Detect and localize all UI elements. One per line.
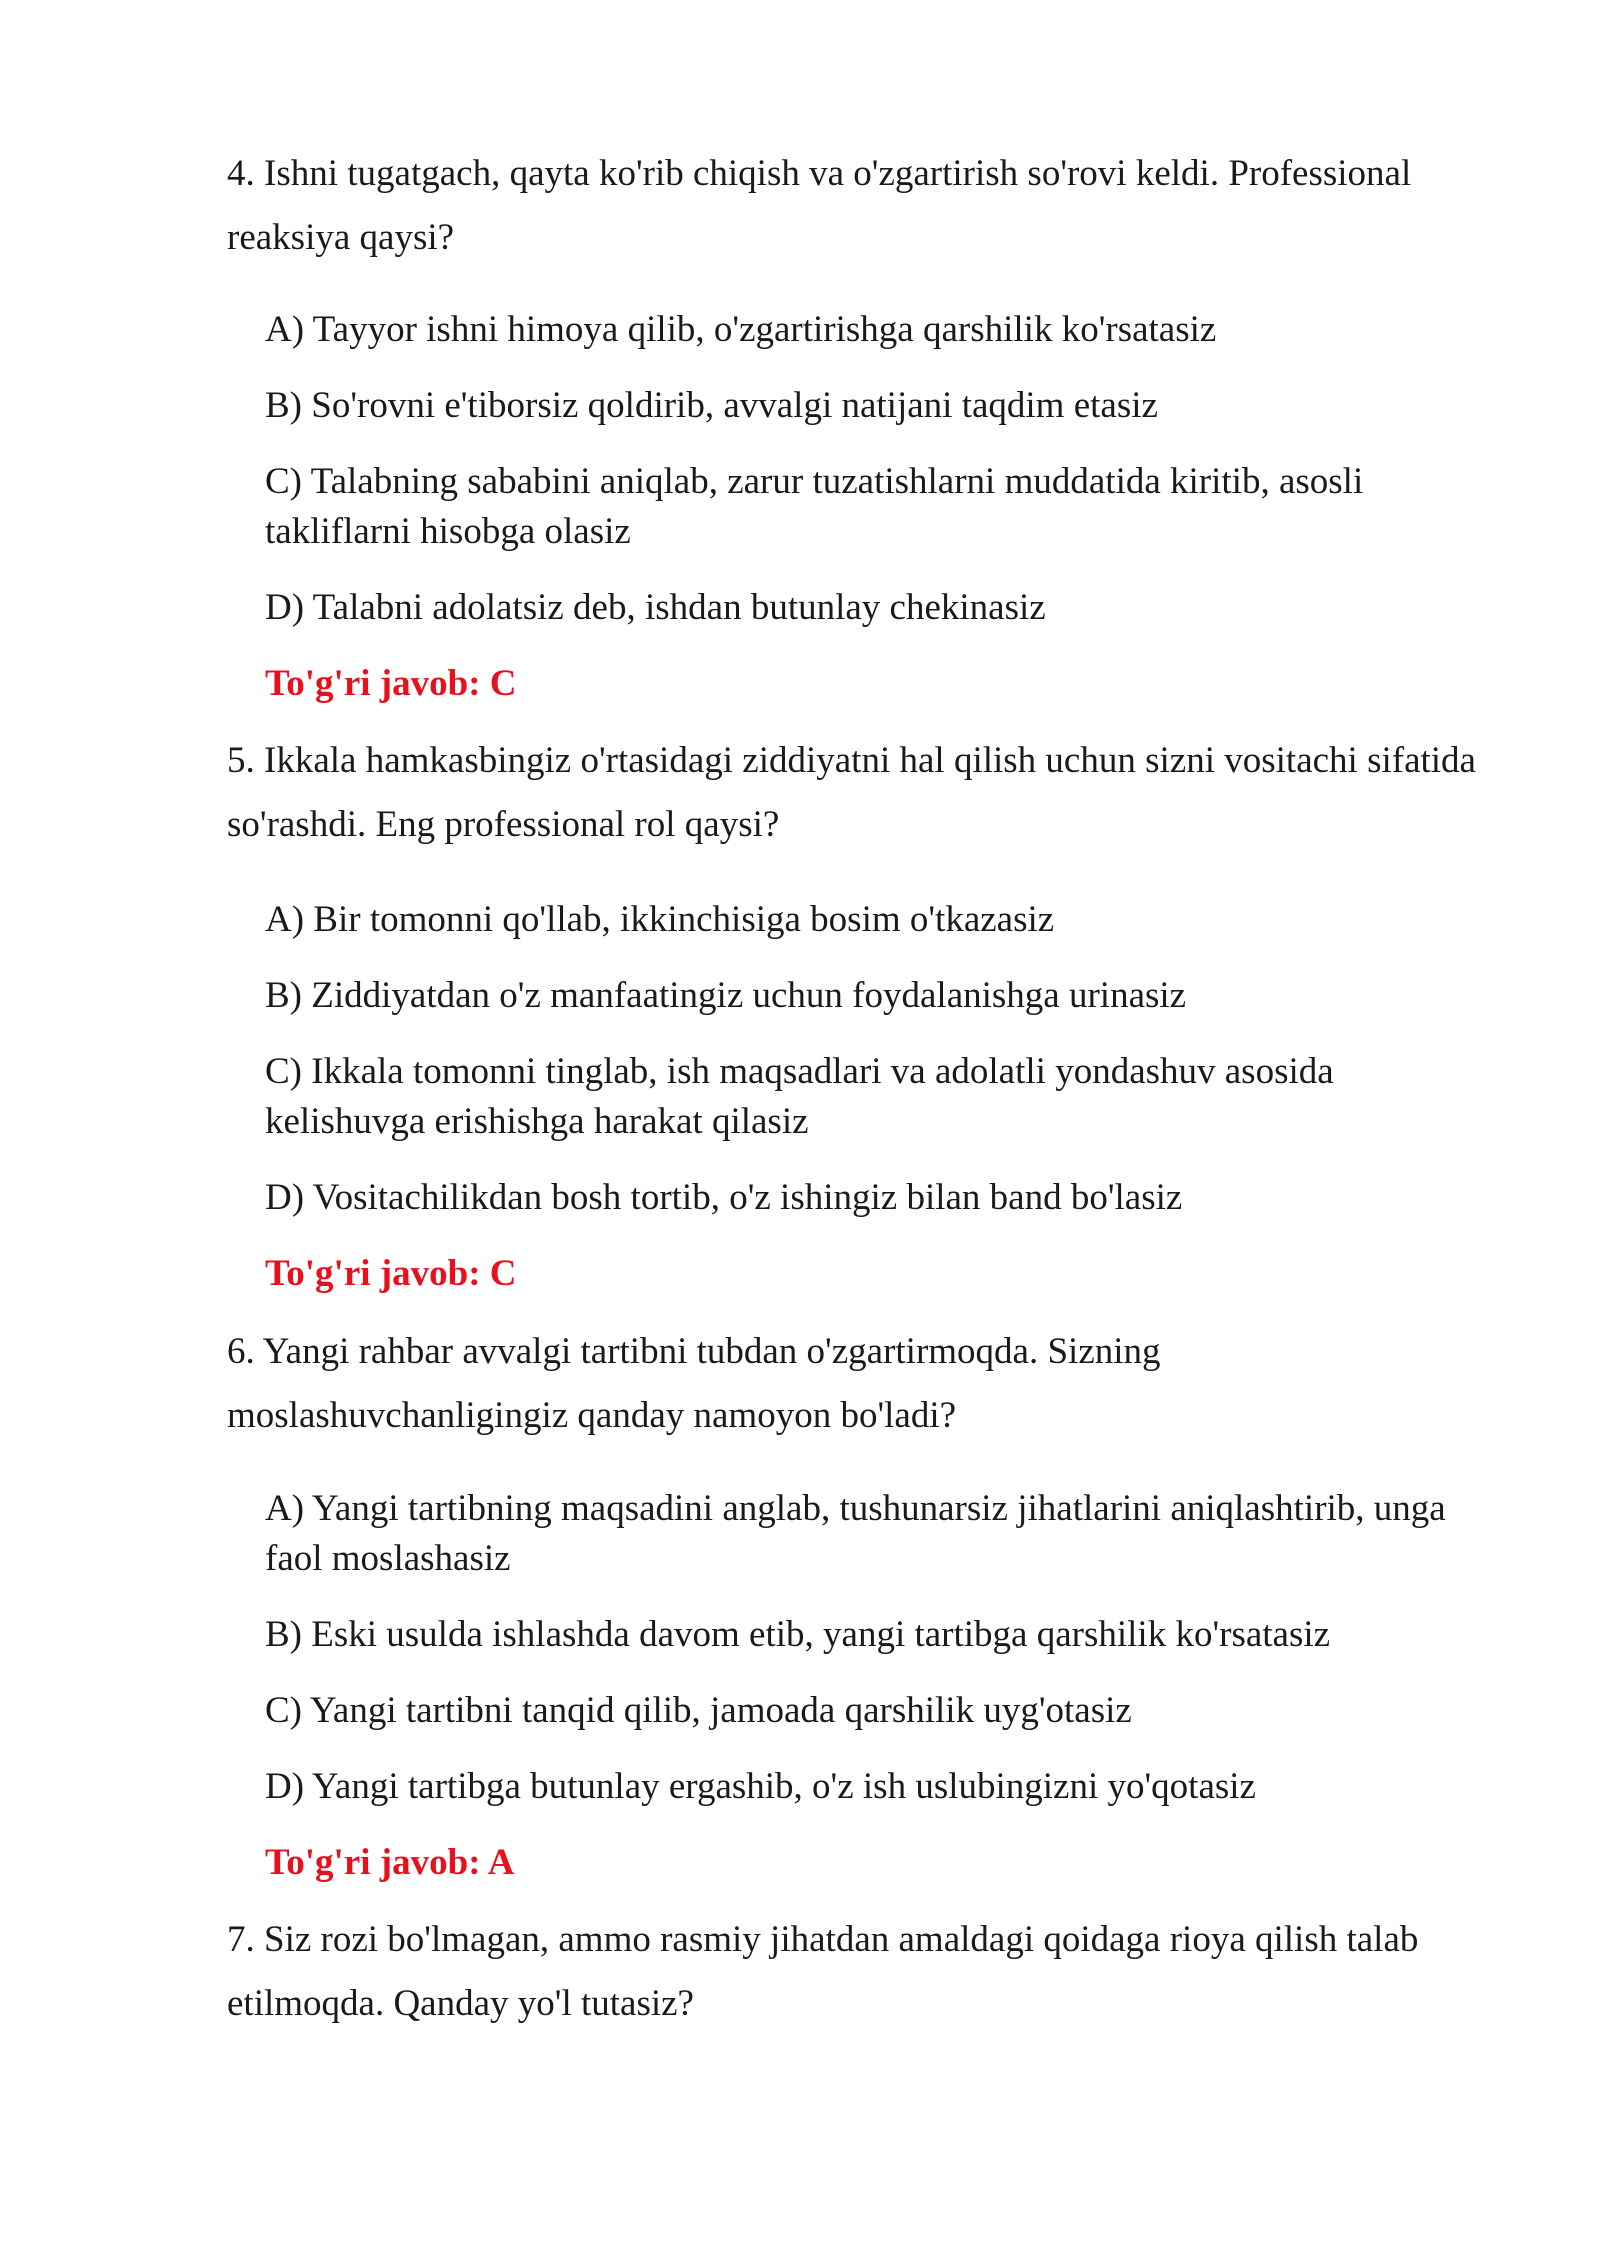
question-6-option-d: D) Yangi tartibga butunlay ergashib, o'z ish uslubingizni yo'qotasiz <box>265 1766 1256 1807</box>
question-6-text: 6. Yangi rahbar avvalgi tartibni tubdan o'zgartirmoqda. Sizning moslashuvchanligingiz qanday namoyon bo'ladi? <box>227 1331 1161 1436</box>
question-5-option-b: B) Ziddiyatdan o'z manfaatingiz uchun foydalanishga urinasiz <box>265 975 1187 1016</box>
question-6-option-b: B) Eski usulda ishlashda davom etib, yangi tartibga qarshilik ko'rsatasiz <box>265 1614 1331 1655</box>
question-6-option-a: A) Yangi tartibning maqsadini anglab, tushunarsiz jihatlarini aniqlashtirib, unga faol moslashasiz <box>265 1488 1446 1579</box>
question-4-text: 4. Ishni tugatgach, qayta ko'rib chiqish va o'zgartirish so'rovi keldi. Professional reaksiya qaysi? <box>227 153 1412 258</box>
question-4-option-c: C) Talabning sababini aniqlab, zarur tuzatishlarni muddatida kiritib, asosli takliflarni hisobga olasiz <box>265 461 1364 552</box>
question-4-option-d: D) Talabni adolatsiz deb, ishdan butunlay chekinasiz <box>265 587 1046 628</box>
question-6-option-c: C) Yangi tartibni tanqid qilib, jamoada qarshilik uyg'otasiz <box>265 1690 1132 1731</box>
question-5-option-d: D) Vositachilikdan bosh tortib, o'z ishingiz bilan band bo'lasiz <box>265 1177 1183 1218</box>
question-7-text: 7. Siz rozi bo'lmagan, ammo rasmiy jihatdan amaldagi qoidaga rioya qilish talab etilmoqda. Qanday yo'l tutasiz? <box>227 1919 1419 2024</box>
question-5-text: 5. Ikkala hamkasbingiz o'rtasidagi ziddiyatni hal qilish uchun sizni vositachi sifatida so'rashdi. Eng professional rol qaysi? <box>227 740 1476 845</box>
question-4-answer: To'g'ri javob: C <box>265 663 517 704</box>
question-5-option-c: C) Ikkala tomonni tinglab, ish maqsadlari va adolatli yondashuv asosida kelishuvga erishishga harakat qilasiz <box>265 1051 1334 1142</box>
question-5-answer: To'g'ri javob: C <box>265 1253 517 1294</box>
question-4-option-a: A) Tayyor ishni himoya qilib, o'zgartirishga qarshilik ko'rsatasiz <box>265 309 1217 350</box>
question-4-option-b: B) So'rovni e'tiborsiz qoldirib, avvalgi natijani taqdim etasiz <box>265 385 1158 426</box>
question-5-option-a: A) Bir tomonni qo'llab, ikkinchisiga bosim o'tkazasiz <box>265 899 1055 940</box>
question-6-answer: To'g'ri javob: A <box>265 1842 515 1883</box>
